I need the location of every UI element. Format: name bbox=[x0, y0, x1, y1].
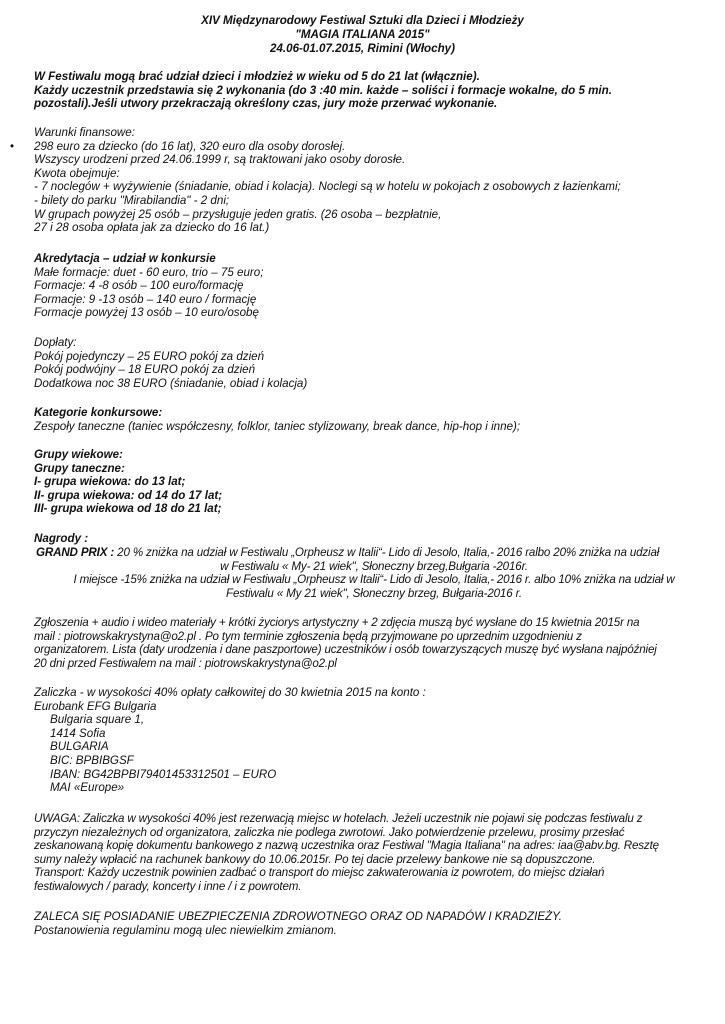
awards-section bbox=[34, 532, 714, 546]
intro-line: pozostali).Jeśli utwory przekraczają określony czas, jury może przerwać wykonanie. bbox=[34, 97, 498, 111]
finance-line: 298 euro za dziecko (do 16 lat), 320 euro dla osoby dorosłej. bbox=[34, 139, 346, 153]
footer-section bbox=[34, 910, 714, 937]
first-place-text-cont: Festiwalu « My 21 wiek", Słoneczny brzeg, Bułgaria-2016 r. bbox=[226, 586, 522, 600]
age-groups-line: Grupy wiekowe: bbox=[34, 448, 123, 461]
intro-line: Każdy uczestnik przedstawia się 2 wykonania (do 3 :40 min. każde – soliści i formacje wokalne, do 5 min. bbox=[34, 83, 612, 97]
bank-account-name: MAI «Europe» bbox=[50, 781, 125, 795]
finance-line: Kwota obejmuje: bbox=[34, 166, 120, 180]
age-groups-line: III- grupa wiekowa od 18 do 21 lat; bbox=[34, 502, 222, 516]
notice-line: UWAGA: Zaliczka w wysokości 40% jest rezerwacją miejsc w hotelach. Jeżeli uczestnik nie pojawi się podczas festiwalu z bbox=[34, 812, 643, 825]
categories-section bbox=[34, 406, 714, 433]
bank-iban: IBAN: BG42BPBI79401453312501 – EURO bbox=[50, 767, 277, 781]
age-groups-line: Grupy taneczne: bbox=[34, 461, 125, 475]
grand-prix-award bbox=[36, 546, 712, 600]
submissions-line: organizatorem. Lista (daty urodzenia i dane paszportowe) uczestników i osób towarzyszących muszę być wysłana najpóźniej bbox=[34, 643, 657, 657]
surcharges-title: Dopłaty: bbox=[34, 336, 77, 349]
notice-line: festiwalowych / parady, koncerty i inne / i z powrotem. bbox=[34, 879, 302, 893]
bank-address-line: BULGARIA bbox=[50, 740, 109, 754]
bank-address-line: Bulgaria square 1, bbox=[50, 713, 145, 727]
finance-title: Warunki finansowe: bbox=[34, 126, 135, 139]
finance-line: Wszyscy urodzeni przed 24.06.1999 r, są traktowani jako osoby dorosłe. bbox=[34, 153, 406, 167]
accreditation-line: Formacje: 9 -13 osób – 140 euro / formację bbox=[34, 292, 257, 306]
notice-line: przyczyn niezależnych od organizatora, zaliczka nie podlega zwrotowi. Jako potwierdzenie przelewu, prosimy przesłać bbox=[34, 825, 625, 839]
finance-line: - 7 noclegów + wyżywienie (śniadanie, obiad i kolacja). Noclegi są w hotelu w pokojach z osobowych z łazienkami; bbox=[34, 180, 621, 194]
surcharges-line: Pokój podwójny – 18 EURO pokój za dzień bbox=[34, 363, 256, 377]
accreditation-line: Formacje: 4 -8 osób – 100 euro/formację bbox=[34, 279, 244, 293]
first-place-text: I miejsce -15% zniżka na udział w Festiwalu „Orpheusz w Italii“- Lido di Jesolo, Italia,- 2016 r. albo 10% zniżka na udział w bbox=[73, 573, 675, 587]
festival-dates: 24.06-01.07.2015, Rimini (Włochy) bbox=[270, 42, 455, 55]
bullet-icon: • bbox=[10, 139, 15, 153]
deposit-intro: Zaliczka - w wysokości 40% opłaty całkowitej do 30 kwietnia 2015 na konto : bbox=[34, 686, 426, 699]
finance-line: 27 i 28 osoba opłata jak za dziecko do 16 lat.) bbox=[34, 221, 270, 235]
regulations-note: Postanowienia regulaminu mogą ulec niewielkim zmianom. bbox=[34, 923, 337, 937]
notice-section bbox=[34, 812, 714, 894]
bank-name: Eurobank EFG Bulgaria bbox=[34, 699, 157, 713]
notice-line: sumy należy wpłacić na rachunek bankowy do 10.06.2015r. Po tej dacie przelewy bankowe nie są dopuszczone. bbox=[34, 852, 596, 866]
festival-title: XIV Międzynarodowy Festiwal Sztuki dla Dzieci i Młodzieży bbox=[201, 14, 524, 27]
accreditation-section bbox=[34, 252, 714, 320]
surcharges-line: Dodatkowa noc 38 EURO (śniadanie, obiad i kolacja) bbox=[34, 376, 308, 390]
age-groups-line: I- grupa wiekowa: do 13 lat; bbox=[34, 475, 186, 489]
surcharges-section bbox=[34, 336, 714, 390]
age-groups-line: II- grupa wiekowa: od 14 do 17 lat; bbox=[34, 488, 223, 502]
bank-address-line: 1414 Sofia bbox=[50, 726, 106, 740]
insurance-notice: ZALECA SIĘ POSIADANIE UBEZPIECZENIA ZDROWOTNEGO ORAZ OD NAPADÓW I KRADZIEŻY. bbox=[34, 910, 563, 923]
bank-bic: BIC: BPBIBGSF bbox=[50, 753, 134, 767]
festival-name: "MAGIA ITALIANA 2015" bbox=[295, 28, 430, 41]
grand-prix-text: 20 % zniżka na udział w Festiwalu „Orpheusz w Italii“- Lido di Jesolo, Italia,- 2016 ralbo 20% zniżka na udział bbox=[114, 546, 660, 559]
accreditation-line: Małe formacje: duet - 60 euro, trio – 75 euro; bbox=[34, 265, 264, 279]
intro-line: W Festiwalu mogą brać udział dzieci i młodzież w wieku od 5 do 21 lat (włącznie). bbox=[34, 70, 480, 83]
finance-line: W grupach powyżej 25 osób – przysługuje jeden gratis. (26 osoba – bezpłatnie, bbox=[34, 207, 442, 221]
deposit-section bbox=[34, 686, 714, 795]
notice-line: Transport: Każdy uczestnik powinien zadbać o transport do miejsc zakwaterowania iz powrotem, do miejsc działań bbox=[34, 866, 605, 880]
submissions-section bbox=[34, 616, 714, 670]
grand-prix-label: GRAND PRIX : bbox=[36, 546, 115, 559]
notice-line: zeskanowaną kopię dokumentu bankowego z nazwą uczestnika oraz Festiwal "Magia Italiana" na adres: iaa@abv.bg. Resztę bbox=[34, 839, 659, 853]
finance-line: - bilety do parku "Mirabilandia" - 2 dni; bbox=[34, 193, 230, 207]
accreditation-line: Formacje powyżej 13 osób – 10 euro/osobę bbox=[34, 306, 259, 320]
accreditation-title: Akredytacja – udział w konkursie bbox=[34, 252, 216, 265]
categories-title: Kategorie konkursowe: bbox=[34, 406, 163, 419]
grand-prix-text-cont: w Festiwalu « My- 21 wiek", Słoneczny brzeg,Bułgaria -2016r. bbox=[220, 559, 528, 573]
categories-line: Zespoły taneczne (taniec współczesny, folklor, taniec stylizowany, break dance, hip-hop i inne); bbox=[34, 419, 521, 433]
submissions-line: mail : piotrowskakrystyna@o2.pl . Po tym terminie zgłoszenia będą przyjmowane po uprzednim uzgodnieniu z bbox=[34, 629, 582, 643]
submissions-line: Zgłoszenia + audio i wideo materiały + krótki życiorys artystyczny + 2 zdjęcia muszą być wysłane do 15 kwietnia 2015r na bbox=[34, 616, 640, 629]
finance-section bbox=[10, 126, 714, 235]
age-groups-section bbox=[34, 448, 714, 516]
submissions-line: 20 dni przed Festiwalem na mail : piotrowskakrystyna@o2.pl bbox=[34, 656, 337, 670]
surcharges-line: Pokój pojedynczy – 25 EURO pokój za dzień bbox=[34, 349, 265, 363]
document-header bbox=[0, 14, 725, 56]
intro-paragraph bbox=[34, 70, 714, 111]
awards-title: Nagrody : bbox=[34, 532, 89, 545]
